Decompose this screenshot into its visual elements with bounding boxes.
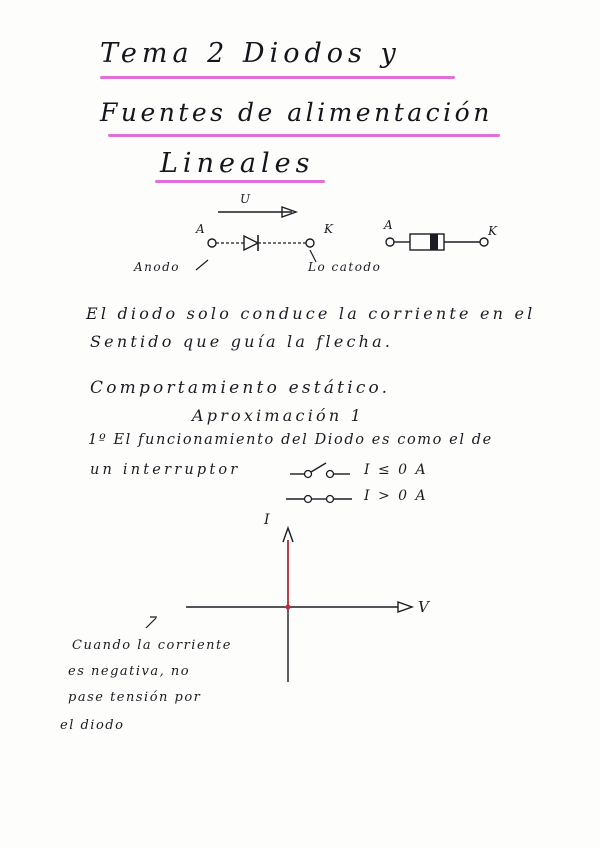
graph-note-line-2: es negativa, no — [68, 664, 191, 679]
switch-open-condition: I ≤ 0 A — [364, 462, 428, 478]
cathode-letter: K — [324, 222, 335, 236]
x-axis-label: V — [418, 598, 431, 616]
conduction-text-line-1: El diodo solo conduce la corriente en el — [86, 304, 536, 323]
switch-closed-condition: I > 0 A — [364, 488, 428, 504]
graph-note-line-4: el diodo — [60, 718, 125, 733]
title-line-3: Lineales — [160, 148, 315, 179]
graph-note-line-3: pase tensión por — [68, 690, 202, 705]
component-anode-letter: A — [384, 218, 395, 232]
title-line-1: Tema 2 Diodos y — [100, 38, 401, 69]
anode-label: Anodo — [134, 260, 181, 274]
conduction-text-line-2: Sentido que guía la flecha. — [90, 332, 394, 351]
cathode-label: Lo catodo — [308, 260, 382, 274]
section-heading: Comportamiento estático. — [90, 378, 391, 398]
point-1-line-2: un interruptor — [90, 462, 241, 478]
approximation-heading: Aproximación 1 — [192, 406, 365, 425]
y-axis-label: I — [264, 512, 272, 528]
point-1-line-1: 1º El funcionamiento del Diodo es como el de — [88, 432, 493, 448]
voltage-label: U — [240, 192, 252, 206]
graph-note-line-1: Cuando la corriente — [72, 638, 232, 653]
anode-letter: A — [196, 222, 207, 236]
title-line-2: Fuentes de alimentación — [100, 98, 493, 127]
component-cathode-letter: K — [488, 224, 499, 238]
